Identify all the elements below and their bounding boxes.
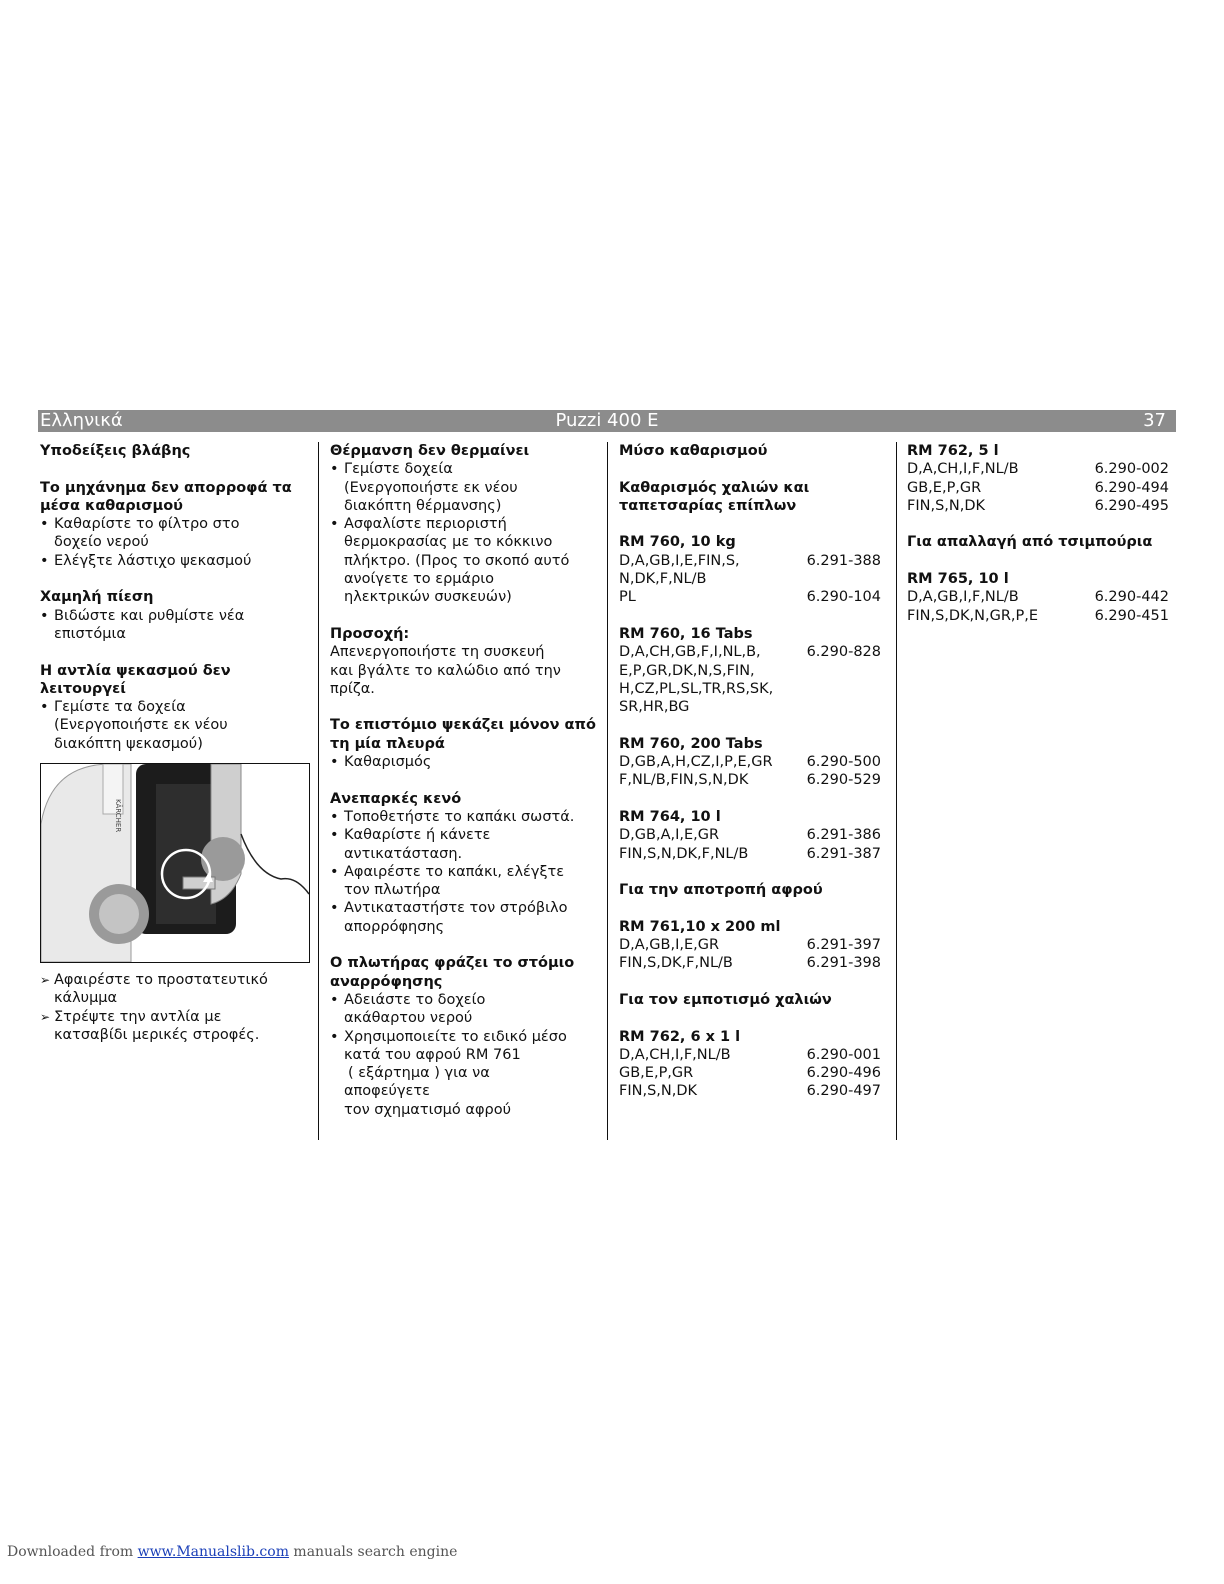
list-item-cont: επιστόμια (54, 625, 126, 642)
countries: H,CZ,PL,SL,TR,RS,SK, (619, 680, 774, 697)
part-number: 6.291-398 (806, 955, 881, 972)
fault-title: μέσα καθαρισμού (40, 497, 183, 514)
step-item-cont: κατσαβίδι μερικές στροφές. (54, 1026, 260, 1043)
countries: D,GB,A,H,CZ,I,P,E,GR (619, 754, 773, 771)
download-footer (7, 1544, 457, 1560)
manualslib-link[interactable]: www.Manualslib.com (137, 1544, 289, 1560)
list-item-cont: (Ενεργοποιήστε εκ νέου (54, 717, 228, 734)
subsection-title: Καθαρισμός χαλιών και (619, 479, 810, 496)
part-number: 6.291-388 (806, 552, 881, 569)
part-number: 6.290-451 (1094, 607, 1169, 624)
product-row (619, 936, 881, 954)
list-item-cont: ( εξάρτημα ) για να (348, 1065, 490, 1082)
logo-text: KÄRCHER (114, 799, 122, 833)
product-name: RM 760, 16 Tabs (619, 625, 753, 642)
list-item-cont: διακόπτη ψεκασμού) (54, 735, 203, 752)
column-divider (607, 442, 608, 1140)
list-item: • Ελέγξτε λάστιχο ψεκασμού (40, 552, 308, 570)
subsection-title: Για απαλλαγή από τσιμπούρια (907, 534, 1153, 551)
countries: GB,E,P,GR (907, 479, 982, 496)
product-row (619, 1082, 881, 1100)
list-item-cont: διακόπτη θέρμανσης) (344, 497, 502, 514)
part-number: 6.290-494 (1094, 479, 1169, 496)
list-item-cont: κατά του αφρού RM 761 (344, 1046, 521, 1063)
subsection-title: ταπετσαρίας επίπλων (619, 497, 797, 514)
product-row (619, 845, 881, 863)
list-item: • Χρησιμοποιείτε το ειδικό μέσο (330, 1028, 598, 1046)
column-troubleshooting (40, 442, 308, 1044)
product-name: RM 760, 200 Tabs (619, 735, 763, 752)
product-name: RM 765, 10 l (907, 571, 1009, 588)
product-name: RM 761,10 x 200 ml (619, 918, 781, 935)
countries: F,NL/B,FIN,S,N,DK (619, 772, 749, 789)
countries: FIN,S,N,DK (619, 1083, 698, 1100)
product-row (619, 1064, 881, 1082)
list-item: • Καθαρίστε το φίλτρο στο (40, 515, 308, 533)
fault-title: Το επιστόμιο ψεκάζει μόνον από (330, 717, 596, 734)
product-row (619, 662, 881, 680)
section-title: Μύσο καθαρισμού (619, 443, 768, 459)
product-row (619, 698, 881, 716)
subsection-title: Για τον εμποτισμό χαλιών (619, 991, 832, 1008)
list-item-cont: αποφεύγετε (344, 1083, 430, 1100)
countries: D,A,CH,I,F,NL/B (907, 461, 1019, 478)
caution-text: πρίζα. (330, 680, 375, 697)
list-item: • Γεμίστε δοχεία (330, 460, 598, 478)
part-number: 6.290-495 (1094, 497, 1169, 514)
part-number: 6.290-442 (1094, 589, 1169, 606)
fault-title: Θέρμανση δεν θερμαίνει (330, 443, 530, 459)
section-title: Υποδείξεις βλάβης (40, 443, 191, 459)
product-name: RM 762, 6 x 1 l (619, 1028, 741, 1045)
list-item-cont: πλήκτρο. (Προς το σκοπό αυτό (344, 552, 570, 569)
part-number: 6.291-386 (806, 827, 881, 844)
list-item: • Τοποθετήστε το καπάκι σωστά. (330, 808, 598, 826)
caution-title: Προσοχή: (330, 625, 410, 642)
product-name: RM 760, 10 kg (619, 534, 736, 551)
countries: D,A,CH,GB,F,I,NL,B, (619, 644, 761, 661)
part-number: 6.290-497 (806, 1083, 881, 1100)
countries: GB,E,P,GR (619, 1065, 694, 1082)
step-item: ➢ Στρέψτε την αντλία με (40, 1008, 308, 1026)
list-item-cont: (Ενεργοποιήστε εκ νέου (344, 479, 518, 496)
fault-title: λειτουργεί (40, 680, 126, 697)
page-header (38, 410, 1176, 432)
list-item-cont: απορρόφησης (344, 918, 445, 935)
part-number: 6.290-529 (806, 772, 881, 789)
list-item-cont: αντικατάσταση. (344, 845, 463, 862)
countries: FIN,S,N,DK (907, 497, 986, 514)
caution-text: και βγάλτε το καλώδιο από την (330, 662, 561, 679)
language-label: Ελληνικά (40, 410, 123, 431)
part-number: 6.290-496 (806, 1065, 881, 1082)
product-row (619, 588, 881, 606)
footer-prefix: Downloaded from (7, 1544, 138, 1560)
product-name: RM 762, 5 l (907, 443, 999, 459)
list-item-cont: ανοίγετε το ερμάριο (344, 571, 495, 588)
product-row (619, 826, 881, 844)
countries: D,A,CH,I,F,NL/B (619, 1046, 731, 1063)
list-item-cont: θερμοκρασίας με το κόκκινο (344, 534, 553, 551)
countries: D,A,GB,I,F,NL/B (907, 589, 1019, 606)
fault-title: Ο πλωτήρας φράζει το στόμιο (330, 955, 575, 972)
part-number: 6.290-500 (806, 754, 881, 771)
pump-illustration (40, 763, 310, 963)
part-number: 6.290-828 (806, 644, 881, 661)
model-title: Puzzi 400 E (555, 410, 659, 431)
part-number: 6.290-002 (1094, 461, 1169, 478)
product-row (619, 1046, 881, 1064)
footer-suffix: manuals search engine (288, 1544, 458, 1560)
product-row (907, 497, 1169, 515)
page-number: 37 (1143, 410, 1166, 431)
column-detergents-2 (907, 442, 1169, 625)
list-item-cont: τον πλωτήρα (344, 882, 441, 899)
countries: D,GB,A,I,E,GR (619, 827, 720, 844)
list-item: • Γεμίστε τα δοχεία (40, 698, 308, 716)
list-item-cont: ηλεκτρικών συσκευών) (344, 589, 512, 606)
countries: PL (619, 589, 636, 606)
fault-title: Η αντλία ψεκασμού δεν (40, 662, 231, 679)
countries: E,P,GR,DK,N,S,FIN, (619, 662, 755, 679)
product-row (619, 771, 881, 789)
list-item: • Αντικαταστήστε τον στρόβιλο (330, 899, 598, 917)
list-item: • Ασφαλίστε περιοριστή (330, 515, 598, 533)
list-item: • Αφαιρέστε το καπάκι, ελέγξτε (330, 863, 598, 881)
product-row (907, 588, 1169, 606)
product-row (619, 570, 881, 588)
product-row (619, 643, 881, 661)
subsection-title: Για την αποτροπή αφρού (619, 882, 823, 899)
step-item: ➢ Αφαιρέστε το προστατευτικό (40, 971, 308, 989)
countries: FIN,S,N,DK,F,NL/B (619, 845, 749, 862)
product-row (619, 680, 881, 698)
countries: N,DK,F,NL/B (619, 571, 707, 588)
part-number: 6.291-397 (806, 937, 881, 954)
countries: D,A,GB,I,E,FIN,S, (619, 552, 740, 569)
countries: SR,HR,BG (619, 699, 690, 716)
column-divider (896, 442, 897, 1140)
column-troubleshooting-2 (330, 442, 598, 1119)
product-row (619, 753, 881, 771)
fault-title: Το μηχάνημα δεν απορροφά τα (40, 479, 292, 496)
countries: D,A,GB,I,E,GR (619, 937, 720, 954)
list-item: • Αδειάστε το δοχείο (330, 991, 598, 1009)
column-detergents (619, 442, 881, 1101)
step-item-cont: κάλυμμα (54, 990, 118, 1007)
list-item-cont: τον σχηματισμό αφρού (344, 1101, 511, 1118)
product-row (907, 460, 1169, 478)
countries: FIN,S,DK,F,NL/B (619, 955, 733, 972)
fault-title: αναρρόφησης (330, 973, 443, 990)
product-row (619, 954, 881, 972)
machine-drawing (41, 764, 309, 962)
list-item-cont: δοχείο νερού (54, 534, 149, 551)
list-item-cont: ακάθαρτου νερού (344, 1010, 473, 1027)
column-divider (318, 442, 319, 1140)
fault-title: Ανεπαρκές κενό (330, 790, 462, 807)
part-number: 6.291-387 (806, 845, 881, 862)
fault-title: τη μία πλευρά (330, 735, 445, 752)
product-row (907, 607, 1169, 625)
part-number: 6.290-001 (806, 1046, 881, 1063)
list-item: • Καθαρίστε ή κάνετε (330, 826, 598, 844)
product-name: RM 764, 10 l (619, 808, 721, 825)
product-row (619, 552, 881, 570)
product-row (907, 479, 1169, 497)
list-item: • Βιδώστε και ρυθμίστε νέα (40, 607, 308, 625)
caution-text: Απενεργοποιήστε τη συσκευή (330, 644, 545, 661)
fault-title: Χαμηλή πίεση (40, 589, 154, 606)
list-item: • Καθαρισμός (330, 753, 598, 771)
countries: FIN,S,DK,N,GR,P,E (907, 607, 1039, 624)
part-number: 6.290-104 (806, 589, 881, 606)
